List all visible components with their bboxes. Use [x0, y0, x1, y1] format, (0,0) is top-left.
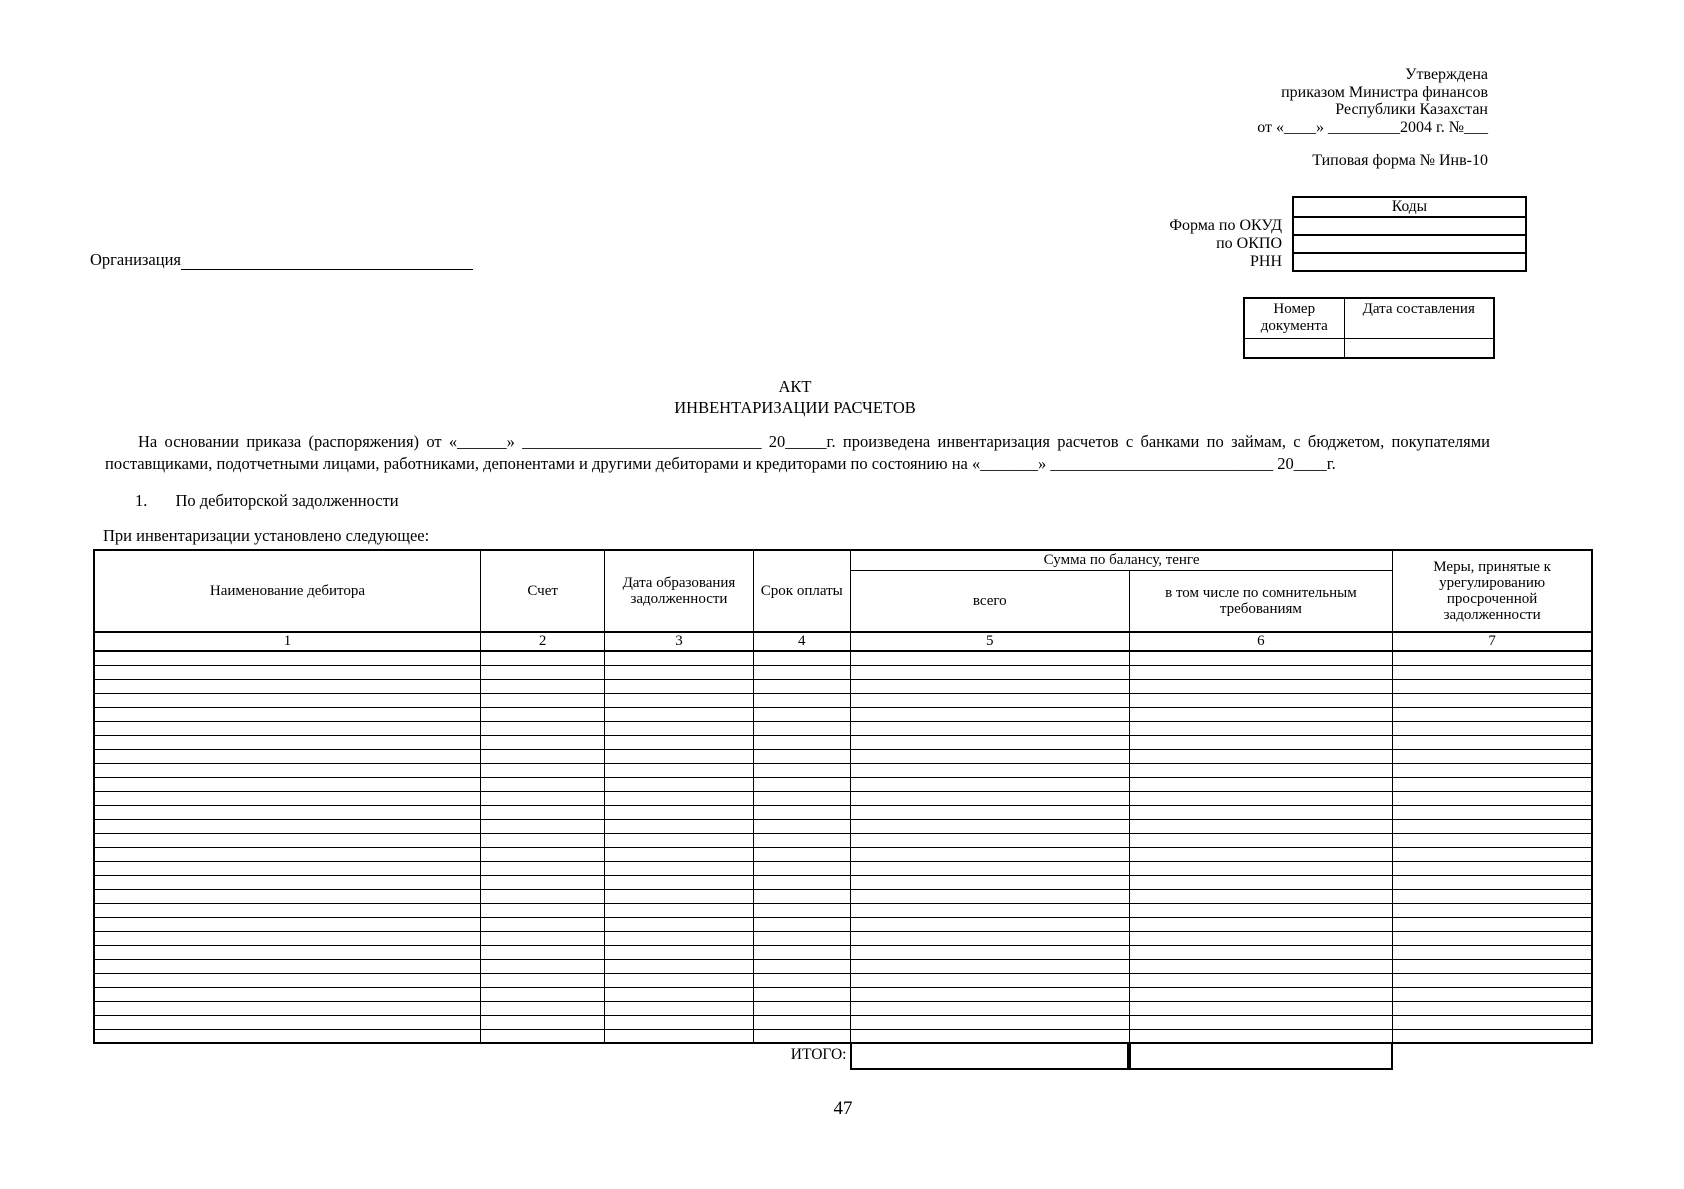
empty-cell: [850, 693, 1129, 707]
empty-cell: [605, 665, 753, 679]
empty-cell: [1393, 861, 1592, 875]
empty-cell: [480, 987, 604, 1001]
section-1-number: 1.: [135, 491, 148, 510]
empty-cell: [753, 735, 850, 749]
empty-cell: [1129, 735, 1393, 749]
empty-cell: [94, 931, 480, 945]
table-row: [94, 847, 1592, 861]
empty-cell: [1393, 1001, 1592, 1015]
header-balance-group: Сумма по балансу, тенге: [850, 550, 1392, 570]
table-row: [94, 707, 1592, 721]
header-balance-total: всего: [850, 570, 1129, 632]
empty-cell: [94, 903, 480, 917]
empty-cell: [850, 973, 1129, 987]
empty-cell: [1393, 791, 1592, 805]
empty-cell: [1129, 847, 1393, 861]
empty-cell: [1129, 889, 1393, 903]
empty-cell: [1129, 1029, 1393, 1043]
empty-cell: [753, 945, 850, 959]
empty-cell: [850, 931, 1129, 945]
empty-cell: [1393, 917, 1592, 931]
rnn-value-cell: [1293, 253, 1526, 271]
empty-cell: [605, 791, 753, 805]
empty-cell: [1393, 749, 1592, 763]
table-row: [94, 945, 1592, 959]
empty-cell: [753, 805, 850, 819]
empty-cell: [480, 777, 604, 791]
empty-cell: [605, 959, 753, 973]
empty-cell: [753, 931, 850, 945]
table-row: [94, 791, 1592, 805]
empty-cell: [753, 1001, 850, 1015]
okpo-value-cell: [1293, 235, 1526, 253]
empty-cell: [94, 805, 480, 819]
empty-cell: [480, 959, 604, 973]
empty-cell: [605, 1001, 753, 1015]
empty-cell: [94, 665, 480, 679]
empty-cell: [1393, 679, 1592, 693]
empty-cell: [94, 987, 480, 1001]
empty-cell: [605, 721, 753, 735]
empty-cell: [94, 679, 480, 693]
empty-cell: [94, 959, 480, 973]
section-1-label: По дебиторской задолженности: [175, 491, 399, 510]
empty-cell: [850, 875, 1129, 889]
page-number: 47: [833, 1098, 853, 1119]
empty-cell: [850, 917, 1129, 931]
table-row: [94, 889, 1592, 903]
debtors-table-wrap: [93, 549, 1593, 1070]
empty-cell: [605, 889, 753, 903]
empty-cell: [753, 721, 850, 735]
empty-cell: [1393, 777, 1592, 791]
empty-cell: [605, 651, 753, 665]
empty-cell: [1129, 931, 1393, 945]
empty-cell: [753, 1015, 850, 1029]
organization-line: [90, 250, 473, 270]
empty-cell: [605, 847, 753, 861]
empty-cell: [753, 903, 850, 917]
empty-cell: [1129, 917, 1393, 931]
doc-number-cell: [1244, 338, 1344, 358]
table-row: [94, 861, 1592, 875]
empty-cell: [1393, 707, 1592, 721]
codes-row-okud: [1098, 217, 1526, 235]
empty-cell: [850, 903, 1129, 917]
column-number: 4: [753, 632, 850, 651]
empty-cell: [753, 791, 850, 805]
empty-cell: [94, 693, 480, 707]
empty-cell: [753, 973, 850, 987]
empty-cell: [1129, 875, 1393, 889]
empty-cell: [850, 679, 1129, 693]
empty-cell: [850, 735, 1129, 749]
empty-cell: [94, 875, 480, 889]
table-row: [94, 833, 1592, 847]
approval-line: от «____» _________2004 г. №___: [1257, 118, 1488, 136]
debtors-table: [93, 549, 1593, 1044]
empty-cell: [1129, 721, 1393, 735]
empty-cell: [1129, 805, 1393, 819]
empty-cell: [605, 987, 753, 1001]
empty-cell: [1129, 959, 1393, 973]
empty-cell: [480, 1029, 604, 1043]
codes-header-cell: Коды: [1293, 197, 1526, 217]
codes-row-rnn: [1098, 253, 1526, 271]
empty-cell: [94, 917, 480, 931]
empty-cell: [605, 1015, 753, 1029]
column-numbers-row: [94, 632, 1592, 651]
debtors-table-body: [94, 651, 1592, 1043]
empty-cell: [850, 959, 1129, 973]
totals-cell-doubtful: [1129, 1044, 1393, 1070]
totals-cell-total: [850, 1044, 1129, 1070]
empty-cell: [480, 721, 604, 735]
doc-date-header: Дата составления: [1344, 298, 1494, 338]
header-measures: Меры, принятые к урегулированию просроченной задолженности: [1393, 550, 1592, 632]
column-number: 2: [480, 632, 604, 651]
column-number: 6: [1129, 632, 1393, 651]
empty-cell: [1129, 833, 1393, 847]
doc-info-value-row: [1244, 338, 1494, 358]
empty-cell: [605, 777, 753, 791]
header-account: Счет: [480, 550, 604, 632]
doc-info-header-row: [1244, 298, 1494, 338]
empty-cell: [1129, 763, 1393, 777]
empty-cell: [1129, 651, 1393, 665]
empty-cell: [1129, 749, 1393, 763]
empty-cell: [850, 819, 1129, 833]
empty-cell: [480, 889, 604, 903]
table-row: [94, 987, 1592, 1001]
table-row: [94, 875, 1592, 889]
table-header-row-1: [94, 550, 1592, 570]
empty-cell: [480, 763, 604, 777]
section-1-heading: [135, 491, 399, 511]
empty-cell: [753, 777, 850, 791]
empty-cell: [605, 819, 753, 833]
empty-cell: [1393, 665, 1592, 679]
table-row: [94, 749, 1592, 763]
doc-date-cell: [1344, 338, 1494, 358]
empty-cell: [753, 917, 850, 931]
codes-row-okpo: [1098, 235, 1526, 253]
empty-cell: [480, 707, 604, 721]
empty-cell: [94, 735, 480, 749]
empty-cell: [94, 651, 480, 665]
empty-cell: [850, 749, 1129, 763]
empty-cell: [480, 1015, 604, 1029]
okpo-label: по ОКПО: [1216, 235, 1282, 252]
table-row: [94, 805, 1592, 819]
empty-cell: [753, 679, 850, 693]
empty-cell: [1393, 651, 1592, 665]
empty-cell: [1129, 791, 1393, 805]
okud-label: Форма по ОКУД: [1169, 217, 1282, 234]
empty-cell: [753, 693, 850, 707]
header-debt-date: Дата образования задолженности: [605, 550, 753, 632]
empty-cell: [753, 959, 850, 973]
empty-cell: [94, 749, 480, 763]
empty-cell: [480, 1001, 604, 1015]
column-number: 3: [605, 632, 753, 651]
empty-cell: [480, 931, 604, 945]
empty-cell: [850, 763, 1129, 777]
empty-cell: [480, 735, 604, 749]
empty-cell: [1129, 693, 1393, 707]
empty-cell: [1129, 945, 1393, 959]
empty-cell: [1393, 959, 1592, 973]
empty-cell: [94, 973, 480, 987]
empty-cell: [850, 1015, 1129, 1029]
empty-cell: [850, 1001, 1129, 1015]
empty-cell: [94, 861, 480, 875]
empty-cell: [850, 847, 1129, 861]
empty-cell: [1393, 735, 1592, 749]
empty-cell: [94, 707, 480, 721]
table-row: [94, 959, 1592, 973]
table-row: [94, 819, 1592, 833]
empty-cell: [850, 861, 1129, 875]
empty-cell: [94, 1029, 480, 1043]
empty-cell: [1393, 945, 1592, 959]
empty-cell: [753, 749, 850, 763]
empty-cell: [1129, 1001, 1393, 1015]
empty-cell: [1129, 819, 1393, 833]
empty-cell: [94, 819, 480, 833]
table-row: [94, 693, 1592, 707]
empty-cell: [1129, 973, 1393, 987]
empty-cell: [605, 917, 753, 931]
empty-cell: [753, 665, 850, 679]
empty-cell: [753, 1029, 850, 1043]
doc-info-table: [1243, 297, 1495, 359]
table-row: [94, 973, 1592, 987]
empty-cell: [1129, 777, 1393, 791]
empty-cell: [1129, 707, 1393, 721]
empty-cell: [94, 721, 480, 735]
empty-cell: [850, 889, 1129, 903]
table-row: [94, 735, 1592, 749]
empty-cell: [605, 973, 753, 987]
empty-cell: [605, 903, 753, 917]
codes-header-row: [1098, 197, 1526, 217]
empty-cell: [850, 651, 1129, 665]
empty-cell: [1393, 833, 1592, 847]
table-row: [94, 1029, 1592, 1043]
empty-cell: [605, 679, 753, 693]
pre-table-text: При инвентаризации установлено следующее:: [103, 526, 430, 545]
form-type-label: Типовая форма № Инв-10: [1312, 152, 1488, 169]
empty-cell: [850, 777, 1129, 791]
empty-cell: [850, 945, 1129, 959]
table-row: [94, 721, 1592, 735]
codes-area: [1098, 196, 1527, 272]
title-line-2: ИНВЕНТАРИЗАЦИИ РАСЧЕТОВ: [674, 398, 916, 417]
empty-cell: [1393, 987, 1592, 1001]
empty-cell: [753, 875, 850, 889]
header-balance-doubtful: в том числе по сомнительным требованиям: [1129, 570, 1393, 632]
empty-cell: [1129, 861, 1393, 875]
empty-cell: [753, 861, 850, 875]
empty-cell: [1129, 679, 1393, 693]
empty-cell: [1393, 763, 1592, 777]
empty-cell: [605, 861, 753, 875]
empty-cell: [1393, 875, 1592, 889]
empty-cell: [480, 847, 604, 861]
empty-cell: [480, 903, 604, 917]
empty-cell: [480, 973, 604, 987]
header-debtor-name: Наименование дебитора: [94, 550, 480, 632]
empty-cell: [605, 805, 753, 819]
empty-cell: [605, 1029, 753, 1043]
empty-cell: [605, 707, 753, 721]
empty-cell: [850, 721, 1129, 735]
table-row: [94, 1015, 1592, 1029]
empty-cell: [480, 819, 604, 833]
empty-cell: [94, 833, 480, 847]
totals-row: [93, 1044, 1593, 1070]
doc-number-header: Номер документа: [1244, 298, 1344, 338]
empty-cell: [480, 945, 604, 959]
empty-cell: [605, 749, 753, 763]
table-row: [94, 917, 1592, 931]
rnn-label: РНН: [1249, 253, 1282, 270]
empty-cell: [1129, 665, 1393, 679]
empty-cell: [1393, 805, 1592, 819]
approval-line: Утверждена: [1405, 66, 1488, 83]
table-row: [94, 931, 1592, 945]
empty-cell: [1393, 1015, 1592, 1029]
table-row: [94, 777, 1592, 791]
empty-cell: [480, 679, 604, 693]
codes-box: [1098, 196, 1527, 272]
empty-cell: [850, 665, 1129, 679]
empty-cell: [1393, 721, 1592, 735]
empty-cell: [94, 763, 480, 777]
empty-cell: [480, 749, 604, 763]
document-title: [90, 376, 1500, 418]
table-row: [94, 763, 1592, 777]
empty-cell: [605, 693, 753, 707]
empty-cell: [605, 945, 753, 959]
empty-cell: [753, 987, 850, 1001]
empty-cell: [1393, 903, 1592, 917]
intro-paragraph: На основании приказа (распоряжения) от «______» _____________________________ 20_____г. произведена инвентаризация расчетов с банками по займам, с бюджетом, покупателями поставщиками, подотчетными лицами, работниками, депонентами и другими дебиторами и кредиторами по состоянию на «_______» ___________________________ 20____г.: [105, 432, 1490, 473]
empty-cell: [94, 791, 480, 805]
empty-cell: [605, 931, 753, 945]
table-row: [94, 679, 1592, 693]
empty-cell: [753, 763, 850, 777]
empty-cell: [1129, 1015, 1393, 1029]
empty-cell: [94, 1015, 480, 1029]
table-row: [94, 651, 1592, 665]
empty-cell: [480, 665, 604, 679]
empty-cell: [605, 875, 753, 889]
column-number: 5: [850, 632, 1129, 651]
empty-cell: [480, 693, 604, 707]
empty-cell: [94, 1001, 480, 1015]
title-line-1: АКТ: [778, 377, 812, 396]
empty-cell: [1393, 819, 1592, 833]
column-number: 7: [1393, 632, 1592, 651]
empty-cell: [480, 917, 604, 931]
empty-cell: [1393, 1029, 1592, 1043]
empty-cell: [480, 861, 604, 875]
empty-cell: [753, 819, 850, 833]
empty-cell: [94, 777, 480, 791]
empty-cell: [753, 707, 850, 721]
empty-cell: [94, 945, 480, 959]
empty-cell: [480, 805, 604, 819]
table-row: [94, 1001, 1592, 1015]
empty-cell: [1129, 987, 1393, 1001]
empty-cell: [94, 847, 480, 861]
okud-value-cell: [1293, 217, 1526, 235]
approval-block: [1257, 66, 1488, 136]
empty-cell: [850, 791, 1129, 805]
approval-line: приказом Министра финансов: [1281, 83, 1488, 101]
totals-label: ИТОГО:: [790, 1046, 847, 1063]
empty-cell: [753, 833, 850, 847]
empty-cell: [605, 763, 753, 777]
doc-info-box: [1243, 297, 1495, 359]
organization-blank: [181, 253, 473, 270]
empty-cell: [1393, 889, 1592, 903]
empty-cell: [1393, 693, 1592, 707]
empty-cell: [850, 707, 1129, 721]
empty-cell: [480, 791, 604, 805]
organization-label: Организация: [90, 250, 182, 269]
empty-cell: [850, 1029, 1129, 1043]
empty-cell: [850, 987, 1129, 1001]
column-number: 1: [94, 632, 480, 651]
approval-line: Республики Казахстан: [1335, 101, 1488, 118]
empty-cell: [1129, 903, 1393, 917]
empty-cell: [753, 651, 850, 665]
empty-cell: [605, 833, 753, 847]
table-row: [94, 665, 1592, 679]
table-row: [94, 903, 1592, 917]
empty-cell: [850, 833, 1129, 847]
empty-cell: [753, 847, 850, 861]
empty-cell: [850, 805, 1129, 819]
empty-cell: [1393, 931, 1592, 945]
header-payment-term: Срок оплаты: [753, 550, 850, 632]
empty-cell: [753, 889, 850, 903]
empty-cell: [1393, 847, 1592, 861]
empty-cell: [94, 889, 480, 903]
empty-cell: [480, 875, 604, 889]
empty-cell: [480, 651, 604, 665]
empty-cell: [480, 833, 604, 847]
empty-cell: [605, 735, 753, 749]
codes-label-spacer: [1098, 197, 1293, 217]
empty-cell: [1393, 973, 1592, 987]
